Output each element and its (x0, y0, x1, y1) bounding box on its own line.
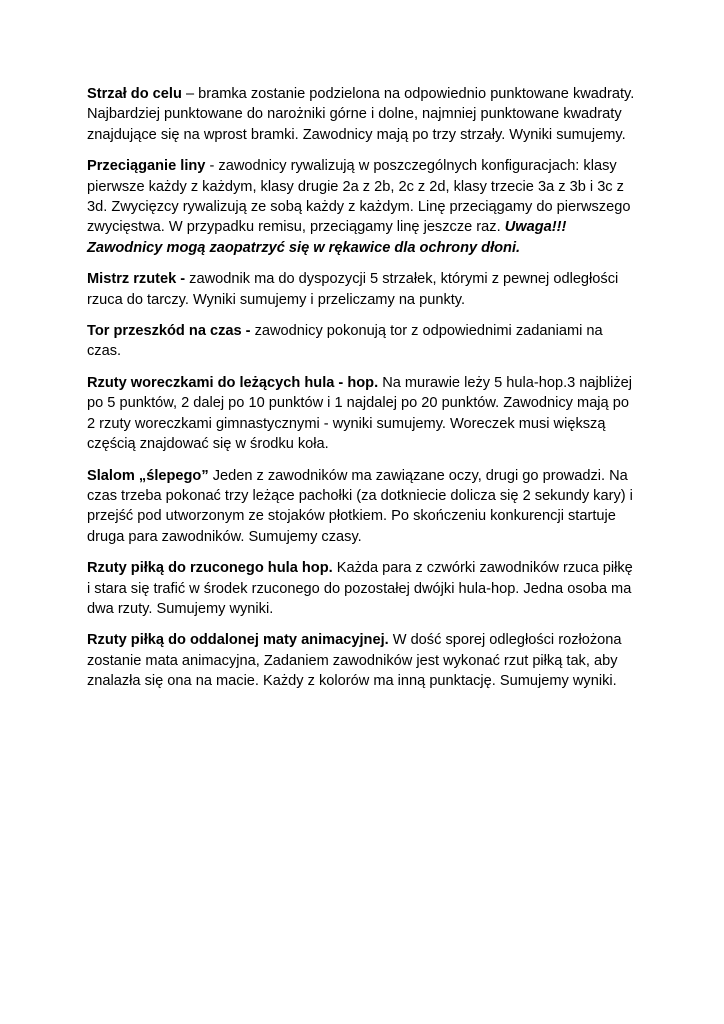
section-rzuty-pilka-mata (87, 630, 657, 691)
section-text: Jeden z zawodników ma zawiązane oczy, drugi go prowadzi. Na (208, 467, 628, 484)
text-line: częścią znajdować się w środku koła. (87, 436, 329, 453)
text-line: i stara się trafić w środek rzuconego do pozostałej dwójki hula-hop. Jedna osoba ma (87, 580, 632, 597)
text-line (87, 217, 657, 237)
section-title: Rzuty piłką do oddalonej maty animacyjnej. (87, 632, 389, 649)
section-mistrz-rzutek (87, 269, 657, 310)
section-text: Na murawie leży 5 hula-hop.3 najbliżej (378, 374, 633, 391)
text-line (87, 84, 657, 104)
section-title: Przeciąganie liny (87, 158, 206, 175)
section-text: – bramka zostanie podzielona na odpowiednio punktowane kwadraty. (181, 86, 635, 102)
text-line (87, 156, 657, 176)
text-line: przejść pod utworzonym ze stojaków płotkiem. Po skończeniu konkurencji startuje (87, 508, 616, 525)
text-line: znalazła się ona na macie. Każdy z kolorów ma inną punktację. Sumujemy wyniki. (87, 673, 617, 690)
section-rzuty-woreczkami (87, 373, 657, 455)
section-title: Slalom „ślepego” (87, 467, 209, 484)
warning-label: Uwaga!!! (504, 219, 567, 236)
text-line (87, 269, 657, 289)
text-line: rzuca do tarczy. Wyniki sumujemy i przeliczamy na punkty. (87, 291, 466, 308)
section-text: W dość sporej odległości rozłożona (388, 632, 622, 649)
text-line (87, 630, 657, 650)
text-line: dwa rzuty. Sumujemy wyniki. (87, 600, 274, 617)
section-title: Rzuty piłką do rzuconego hula hop. (87, 560, 333, 577)
text-line (87, 558, 657, 578)
text-line (87, 373, 657, 393)
section-text: - zawodnicy rywalizują w poszczególnych konfiguracjach: klasy (205, 158, 617, 175)
section-title: Strzał do celu (87, 86, 182, 102)
warning-text: Zawodnicy mogą zaopatrzyć się w rękawice dla ochrony dłoni. (87, 239, 521, 256)
section-slalom-slepego (87, 466, 657, 548)
text-line: druga para zawodników. Sumujemy czasy. (87, 528, 362, 545)
section-text: zawodnicy pokonują tor z odpowiednimi zadaniami na (254, 323, 603, 340)
section-tor-przeszkod (87, 321, 657, 362)
text-line (87, 321, 657, 341)
section-title: Tor przeszkód na czas - (87, 323, 255, 340)
section-rzuty-pilka-hula-hop (87, 558, 657, 619)
section-text: zawodnik ma do dyspozycji 5 strzałek, którymi z pewnej odległości (189, 271, 619, 288)
text-line: czas. (87, 343, 122, 360)
section-title: Mistrz rzutek - (87, 271, 190, 288)
text-line: 3d. Zwycięzcy rywalizują ze sobą każdy z każdym. Linę przeciągamy do pierwszego (87, 199, 631, 216)
text-line: po 5 punktów, 2 dalej po 10 punktów i 1 najdalej po 20 punktów. Zawodnicy mają po (87, 395, 629, 412)
section-title: Rzuty woreczkami do leżących hula - hop. (87, 374, 379, 391)
document-page (87, 84, 657, 703)
text-line (87, 466, 657, 486)
text-line: Najbardziej punktowane do narożniki górne i dolne, najmniej punktowane kwadraty (87, 106, 622, 123)
text-line: czas trzeba pokonać trzy leżące pachołki (za dotkniecie dolicza się 2 sekundy kary) i (87, 487, 633, 504)
text-line: pierwsze każdy z każdym, klasy drugie 2a z 2b, 2c z 2d, klasy trzecie 3a z 3b i 3c z (87, 178, 624, 195)
section-strzal-do-celu (87, 84, 657, 145)
text-line: zostanie mata animacyjna, Zadaniem zawodników jest wykonać rzut piłką tak, aby (87, 652, 618, 669)
text-line: znajdujące się na wprost bramki. Zawodnicy mają po trzy strzały. Wyniki sumujemy. (87, 126, 626, 143)
section-text: zwycięstwa. W przypadku remisu, przeciągamy linę jeszcze raz. (87, 219, 505, 236)
section-text: Każda para z czwórki zawodników rzuca piłkę (332, 560, 633, 577)
section-przeciaganie-liny (87, 156, 657, 258)
text-line: 2 rzuty woreczkami gimnastycznymi - wyniki sumujemy. Woreczek musi większą (87, 415, 606, 432)
